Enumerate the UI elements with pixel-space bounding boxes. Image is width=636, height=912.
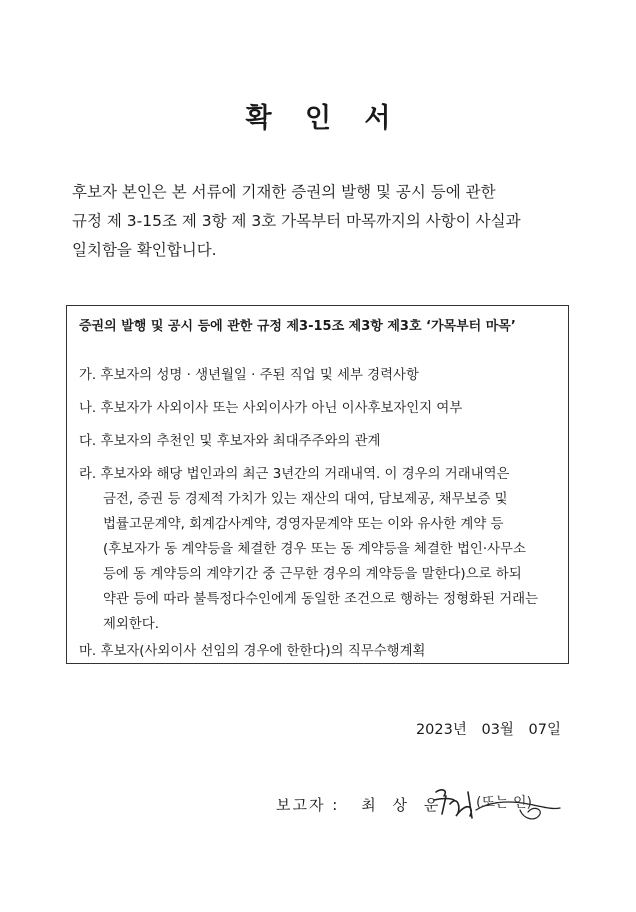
item-ra-line-1: 금전, 증권 등 경제적 가치가 있는 재산의 대여, 담보제공, 채무보증 및 bbox=[103, 492, 508, 507]
confirmation-statement bbox=[72, 178, 572, 265]
item-ra-line-3: (후보자가 동 계약등을 체결한 경우 또는 동 계약등을 체결한 법인·사무소 bbox=[103, 542, 526, 557]
item-na: 나. 후보자가 사외이사 또는 사외이사가 아닌 이사후보자인지 여부 bbox=[79, 401, 463, 416]
statement-line-3: 일치함을 확인합니다. bbox=[72, 241, 217, 259]
item-ra: 라. 후보자와 해당 법인과의 최근 3년간의 거래내역. 이 경우의 거래내역은 bbox=[79, 467, 510, 482]
signature-suffix: (또는 인) bbox=[476, 795, 532, 811]
item-ra-line-4: 등에 동 계약등의 계약기간 중 근무한 경우의 계약등을 말한다)으로 하되 bbox=[103, 567, 522, 582]
regulation-heading: 증권의 발행 및 공시 등에 관한 규정 제3-15조 제3항 제3호 ‘가목부터 마목’ bbox=[79, 319, 516, 334]
reporter-name: 최 상 운 bbox=[361, 796, 445, 814]
reporter-label: 보고자 : bbox=[276, 796, 340, 814]
item-ra-line-6: 제외한다. bbox=[103, 617, 159, 632]
statement-line-1: 후보자 본인은 본 서류에 기재한 증권의 발행 및 공시 등에 관한 bbox=[72, 183, 496, 201]
regulation-box bbox=[66, 305, 569, 664]
reporter-line bbox=[276, 794, 444, 815]
item-ra-line-2: 법률고문계약, 회계감사계약, 경영자문계약 또는 이와 유사한 계약 등 bbox=[103, 517, 504, 532]
statement-line-2: 규정 제 3-15조 제 3항 제 3호 가목부터 마목까지의 사항이 사실과 bbox=[72, 212, 521, 230]
item-ra-line-5: 약관 등에 따라 불특정다수인에게 동일한 조건으로 행하는 정형화된 거래는 bbox=[103, 592, 539, 607]
item-ga: 가. 후보자의 성명 · 생년월일 · 주된 직업 및 세부 경력사항 bbox=[79, 368, 419, 383]
document-title: 확 인 서 bbox=[245, 103, 403, 134]
document-date: 2023년 03월 07일 bbox=[415, 722, 561, 738]
item-ma: 마. 후보자(사외이사 선임의 경우에 한한다)의 직무수행계획 bbox=[79, 644, 426, 659]
item-da: 다. 후보자의 추천인 및 후보자와 최대주주와의 관계 bbox=[79, 434, 381, 449]
